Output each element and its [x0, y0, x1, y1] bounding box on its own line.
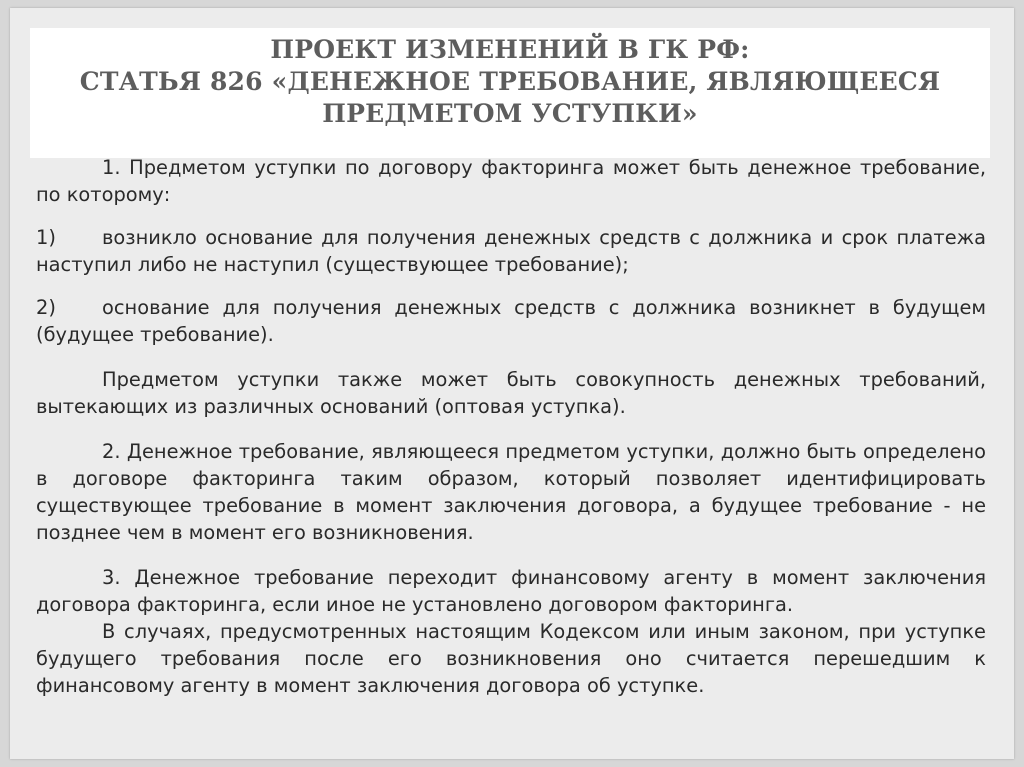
- slide-title: [30, 34, 990, 130]
- paragraph-wholesale: Предметом уступки также может быть совокупность денежных требований, вытекающих из различных оснований (оптовая уступка).: [36, 368, 986, 418]
- list-item-2: [36, 294, 986, 348]
- list-item-1: [36, 224, 986, 278]
- list-item-2-number: 2): [36, 296, 56, 319]
- list-item-1-text: возникло основание для получения денежных средств с должника и срок платежа наступил либо не наступил (существующее требование);: [36, 226, 986, 276]
- paragraph-1: 1. Предметом уступки по договору факторинга может быть денежное требование, по которому:: [36, 156, 986, 206]
- list-item-1-number: 1): [36, 226, 56, 249]
- paragraph-2: 2. Денежное требование, являющееся предметом уступки, должно быть определено в договоре факторинга таким образом, который позволяет идентифицировать существующее требование в момент заключения договора, а будущее требование - не позднее чем в момент его возникновения.: [36, 440, 986, 544]
- slide: [10, 8, 1014, 759]
- title-line-2: СТАТЬЯ 826 «ДЕНЕЖНОЕ ТРЕБОВАНИЕ, ЯВЛЯЮЩЕЕСЯ: [79, 67, 941, 96]
- slide-body: [36, 154, 986, 699]
- title-line-3: ПРЕДМЕТОМ УСТУПКИ»: [322, 99, 698, 128]
- title-box: [30, 28, 990, 158]
- paragraph-3: 3. Денежное требование переходит финансовому агенту в момент заключения договора факторинга, если иное не установлено договором факторинга.: [36, 566, 986, 616]
- paragraph-future-claim: В случаях, предусмотренных настоящим Кодексом или иным законом, при уступке будущего требования после его возникновения оно считается перешедшим к финансовому агенту в момент заключения договора об уступке.: [36, 620, 986, 697]
- title-line-1: ПРОЕКТ ИЗМЕНЕНИЙ В ГК РФ:: [270, 35, 750, 64]
- list-item-2-text: основание для получения денежных средств с должника возникнет в будущем (будущее требование).: [36, 296, 986, 346]
